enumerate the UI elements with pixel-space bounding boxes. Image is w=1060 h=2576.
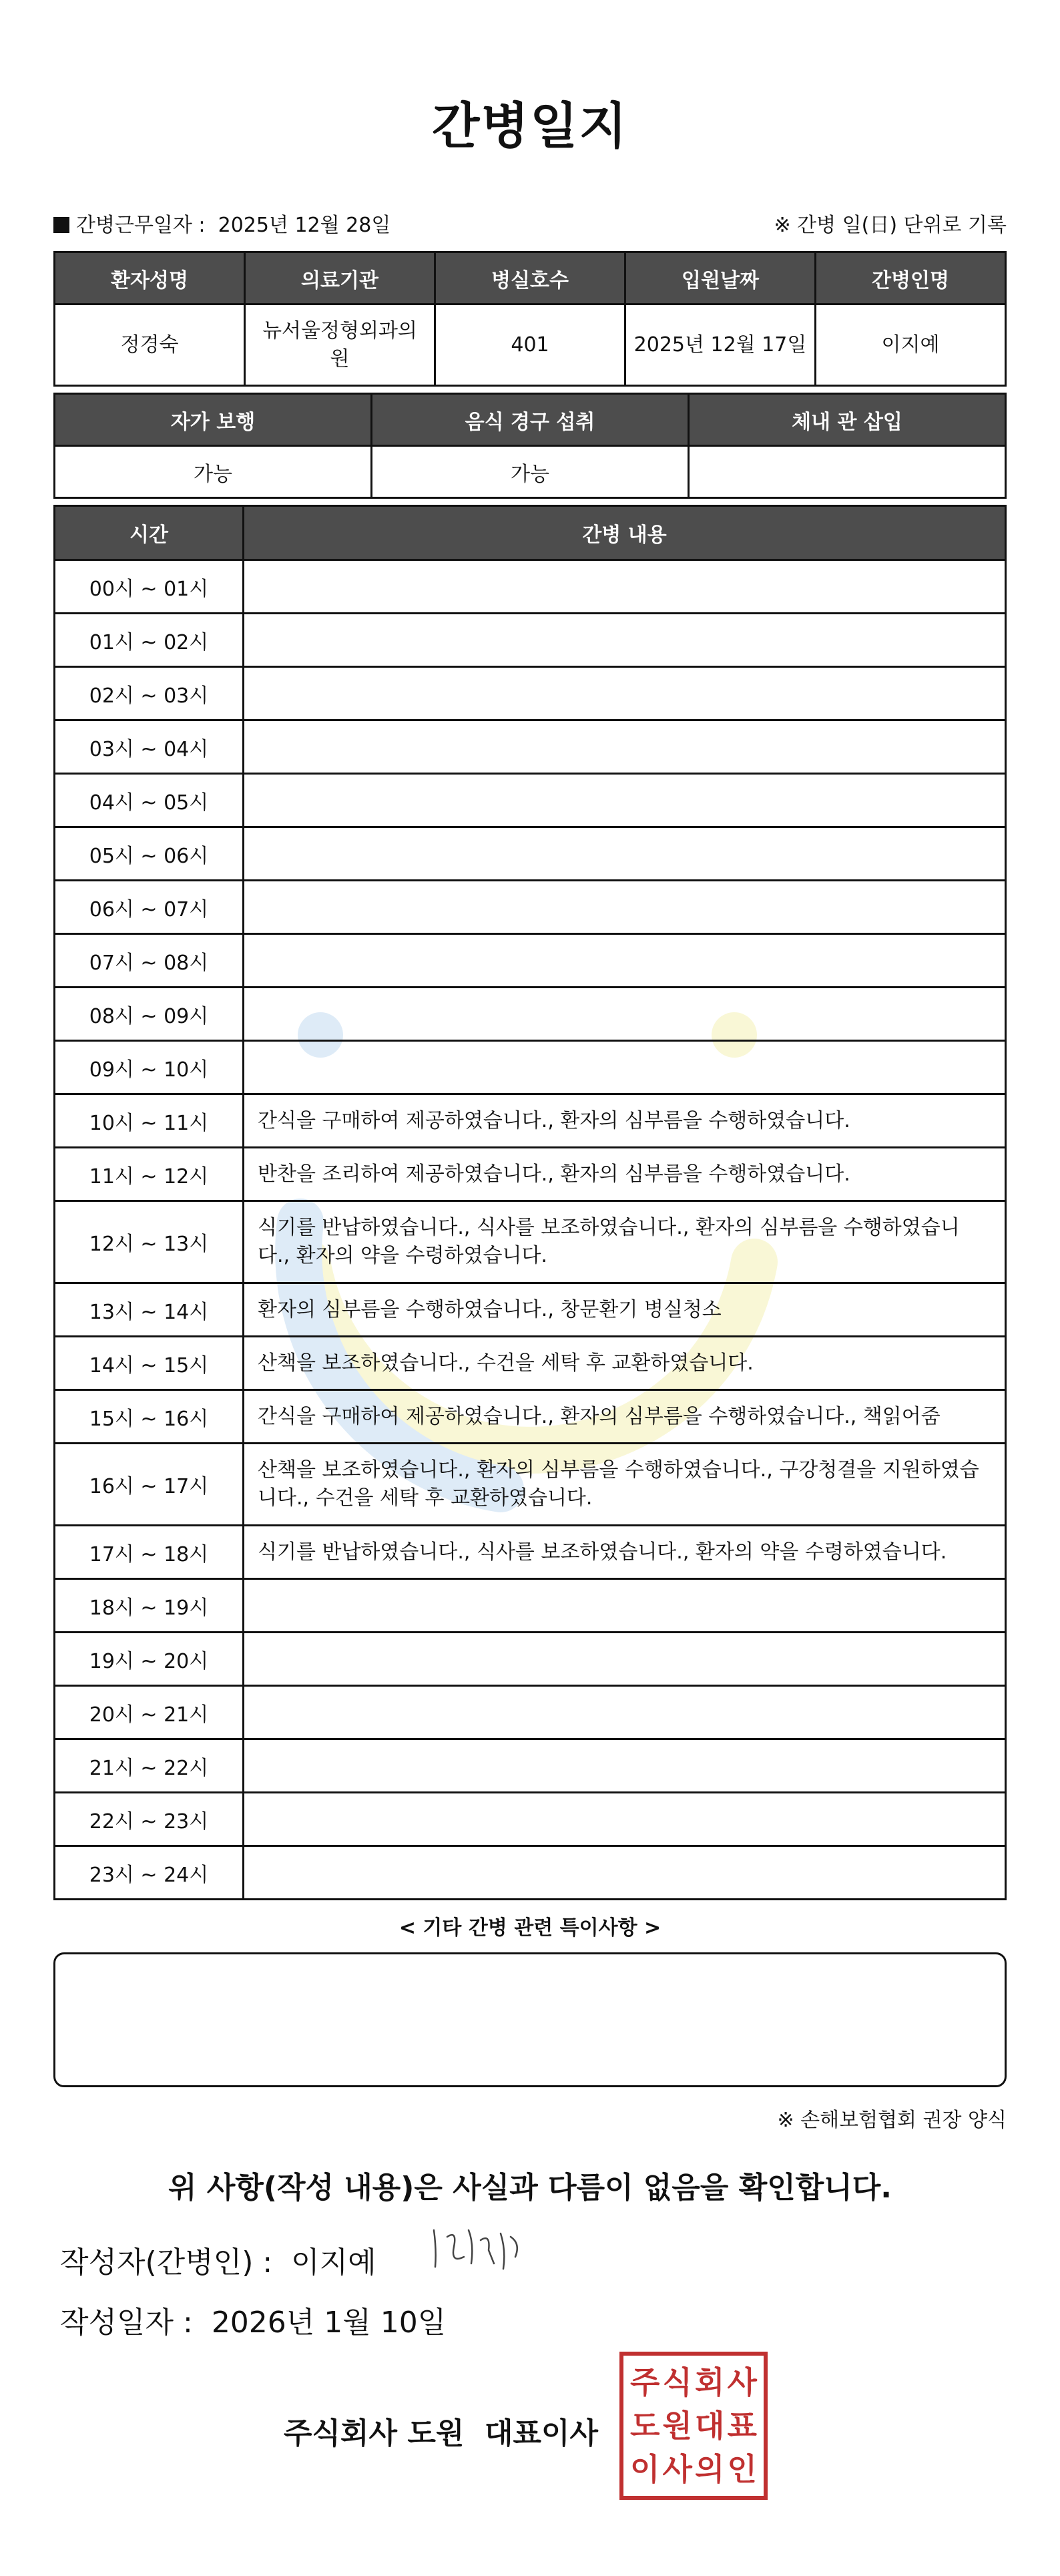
- hospital-name: [245, 304, 435, 386]
- patient-info-table: [53, 251, 1007, 387]
- log-row: [55, 988, 1006, 1041]
- oral-intake-value: 가능: [372, 446, 689, 498]
- log-time: 11시 ~ 12시: [55, 1148, 244, 1201]
- document-title: 간병일지: [432, 97, 628, 155]
- log-content: [244, 560, 1006, 614]
- log-time: 21시 ~ 22시: [55, 1739, 244, 1793]
- date-line: [60, 2298, 446, 2341]
- seal-character: 이: [630, 2450, 660, 2487]
- header-patient-name: 환자성명: [55, 252, 245, 304]
- log-content: [244, 1686, 1006, 1739]
- log-time: 15시 ~ 16시: [55, 1390, 244, 1444]
- patient-status-table: [53, 393, 1007, 499]
- log-content: 식기를 반납하였습니다., 식사를 보조하였습니다., 환자의 심부름을 수행하였습니다., 환자의 약을 수령하였습니다.: [244, 1201, 1006, 1283]
- log-time: 23시 ~ 24시: [55, 1846, 244, 1900]
- seal-character: 의: [695, 2450, 725, 2487]
- log-row: [55, 827, 1006, 881]
- log-row: [55, 1390, 1006, 1444]
- tube-insertion-value: [689, 446, 1006, 498]
- log-row: [55, 1283, 1006, 1337]
- log-content: [244, 827, 1006, 881]
- log-row: [55, 1686, 1006, 1739]
- log-content: 산책을 보조하였습니다., 환자의 심부름을 수행하였습니다., 구강청결을 지원하였습니다., 수건을 세탁 후 교환하였습니다.: [244, 1444, 1006, 1526]
- log-content: [244, 1041, 1006, 1094]
- header-hospital: 의료기관: [245, 252, 435, 304]
- status-value-row: [55, 446, 1006, 498]
- seal-character: 주: [630, 2364, 660, 2401]
- log-content: [244, 774, 1006, 827]
- header-time: 시간: [55, 506, 244, 560]
- log-row: [55, 614, 1006, 667]
- log-time: 22시 ~ 23시: [55, 1793, 244, 1846]
- confirm-statement: 위 사항(작성 내용)은 사실과 다름이 없음을 확인합니다.: [168, 2171, 892, 2205]
- log-row: [55, 774, 1006, 827]
- seal-character: 도: [630, 2407, 660, 2444]
- log-row: [55, 1041, 1006, 1094]
- log-time: 14시 ~ 15시: [55, 1337, 244, 1390]
- log-time: 20시 ~ 21시: [55, 1686, 244, 1739]
- log-time: 04시 ~ 05시: [55, 774, 244, 827]
- seal-character: 회: [695, 2364, 725, 2401]
- care-log-table: [53, 505, 1007, 1900]
- log-time: 06시 ~ 07시: [55, 881, 244, 934]
- seal-character: 사: [662, 2450, 692, 2487]
- log-row: [55, 667, 1006, 720]
- duty-date-label: 간병근무일자 :: [76, 214, 206, 237]
- log-time: 00시 ~ 01시: [55, 560, 244, 614]
- header-caregiver: 간병인명: [816, 252, 1006, 304]
- log-row: [55, 720, 1006, 774]
- written-date: 2026년 1월 10일: [211, 2306, 447, 2340]
- form-note: ※ 손해보험협회 권장 양식: [777, 2109, 1007, 2132]
- remarks-title: < 기타 간병 관련 특이사항 >: [399, 1916, 661, 1940]
- log-time: 10시 ~ 11시: [55, 1094, 244, 1148]
- log-row: [55, 1793, 1006, 1846]
- writer-line: [60, 2238, 376, 2281]
- log-row: [55, 934, 1006, 988]
- log-time: 09시 ~ 10시: [55, 1041, 244, 1094]
- log-row: [55, 1526, 1006, 1579]
- log-content: 식기를 반납하였습니다., 식사를 보조하였습니다., 환자의 약을 수령하였습니다.: [244, 1526, 1006, 1579]
- duty-date-line: [53, 208, 390, 238]
- log-row: [55, 1444, 1006, 1526]
- handwritten-signature: [427, 2217, 527, 2277]
- self-walking-value: 가능: [55, 446, 372, 498]
- admission-date: 2025년 12월 17일: [625, 304, 816, 386]
- status-header-row: [55, 394, 1006, 446]
- log-header-row: [55, 506, 1006, 560]
- log-content: [244, 1846, 1006, 1900]
- writer-name: 이지예: [291, 2245, 376, 2280]
- log-content: [244, 881, 1006, 934]
- room-number: 401: [435, 304, 625, 386]
- log-time: 12시 ~ 13시: [55, 1201, 244, 1283]
- remarks-box: [53, 1952, 1007, 2087]
- log-content: [244, 1633, 1006, 1686]
- log-time: 03시 ~ 04시: [55, 720, 244, 774]
- hospital-name-text: 뉴서울정형외과의원: [262, 318, 417, 371]
- log-time: 16시 ~ 17시: [55, 1444, 244, 1526]
- log-content: [244, 988, 1006, 1041]
- log-content: 반찬을 조리하여 제공하였습니다., 환자의 심부름을 수행하였습니다.: [244, 1148, 1006, 1201]
- log-time: 17시 ~ 18시: [55, 1526, 244, 1579]
- log-content: 산책을 보조하였습니다., 수건을 세탁 후 교환하였습니다.: [244, 1337, 1006, 1390]
- log-content: [244, 934, 1006, 988]
- header-oral-intake: 음식 경구 섭취: [372, 394, 689, 446]
- black-square-icon: [53, 217, 69, 233]
- duty-note: ※ 간병 일(日) 단위로 기록: [774, 214, 1007, 237]
- log-content: 간식을 구매하여 제공하였습니다., 환자의 심부름을 수행하였습니다.: [244, 1094, 1006, 1148]
- log-row: [55, 1148, 1006, 1201]
- log-row: [55, 1579, 1006, 1633]
- log-body: [55, 560, 1006, 1900]
- writer-label: 작성자(간병인) :: [60, 2245, 273, 2280]
- log-row: [55, 1201, 1006, 1283]
- log-content: [244, 667, 1006, 720]
- log-content: [244, 1579, 1006, 1633]
- company-representative: 주식회사 도원 대표이사: [284, 2416, 598, 2450]
- seal-character: 사: [727, 2364, 757, 2401]
- log-time: 01시 ~ 02시: [55, 614, 244, 667]
- log-time: 08시 ~ 09시: [55, 988, 244, 1041]
- duty-date: 2025년 12월 28일: [218, 214, 391, 237]
- seal-character: 대: [695, 2407, 725, 2444]
- info-value-row: [55, 304, 1006, 386]
- seal-character: 인: [727, 2450, 757, 2487]
- header-room: 병실호수: [435, 252, 625, 304]
- log-content: [244, 1793, 1006, 1846]
- seal-character: 식: [662, 2364, 692, 2401]
- log-content: [244, 1739, 1006, 1793]
- log-time: 02시 ~ 03시: [55, 667, 244, 720]
- log-content: [244, 614, 1006, 667]
- log-row: [55, 881, 1006, 934]
- seal-character: 원: [662, 2407, 692, 2444]
- info-header-row: [55, 252, 1006, 304]
- header-admission-date: 입원날짜: [625, 252, 816, 304]
- log-time: 05시 ~ 06시: [55, 827, 244, 881]
- company-seal-stamp: [619, 2352, 768, 2500]
- log-time: 07시 ~ 08시: [55, 934, 244, 988]
- caregiver-name: 이지예: [816, 304, 1006, 386]
- log-content: 환자의 심부름을 수행하였습니다., 창문환기 병실청소: [244, 1283, 1006, 1337]
- date-label: 작성일자 :: [60, 2306, 193, 2340]
- log-time: 19시 ~ 20시: [55, 1633, 244, 1686]
- log-row: [55, 1094, 1006, 1148]
- log-row: [55, 1337, 1006, 1390]
- log-row: [55, 1633, 1006, 1686]
- log-content: 간식을 구매하여 제공하였습니다., 환자의 심부름을 수행하였습니다., 책읽어줌: [244, 1390, 1006, 1444]
- log-row: [55, 1846, 1006, 1900]
- log-row: [55, 1739, 1006, 1793]
- log-time: 13시 ~ 14시: [55, 1283, 244, 1337]
- log-row: [55, 560, 1006, 614]
- log-content: [244, 720, 1006, 774]
- header-self-walking: 자가 보행: [55, 394, 372, 446]
- patient-name: 정경숙: [55, 304, 245, 386]
- log-time: 18시 ~ 19시: [55, 1579, 244, 1633]
- header-care-content: 간병 내용: [244, 506, 1006, 560]
- seal-characters: [629, 2361, 758, 2491]
- seal-character: 표: [727, 2407, 757, 2444]
- header-tube-insertion: 체내 관 삽입: [689, 394, 1006, 446]
